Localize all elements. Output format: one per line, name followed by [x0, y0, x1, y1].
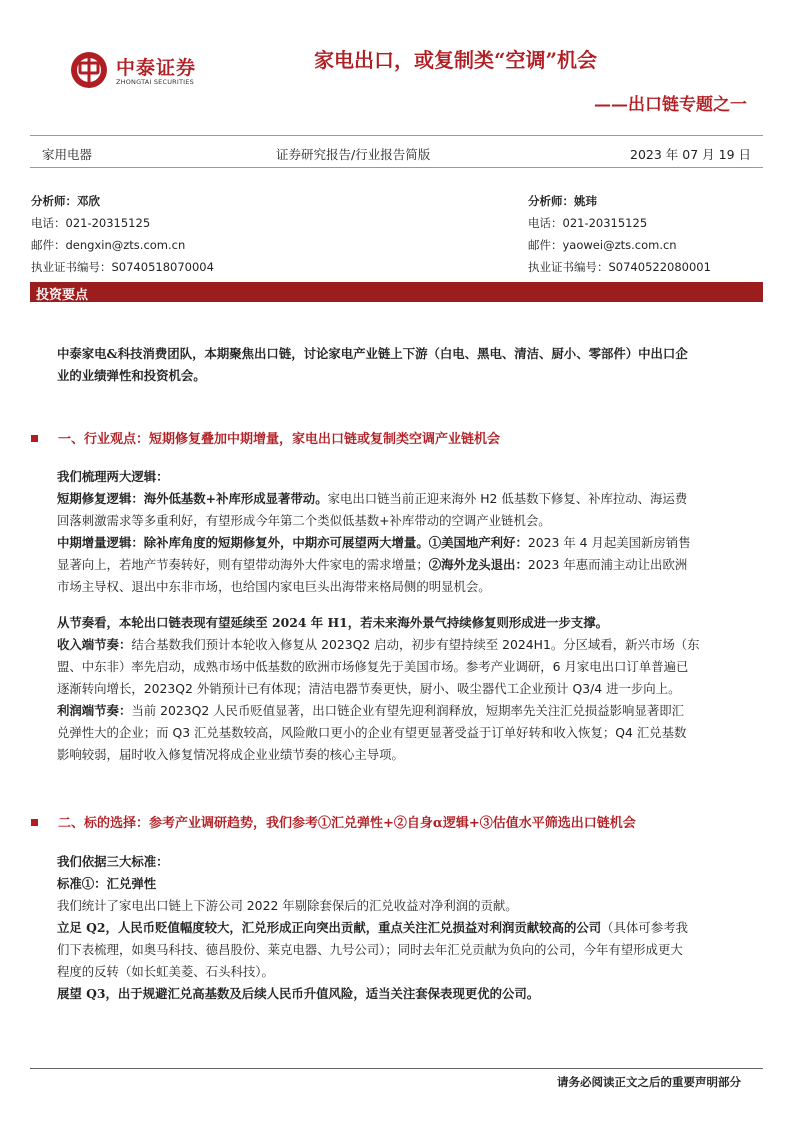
intro-line: 中泰家电&科技消费团队，本期聚焦出口链，讨论家电产业链上下游（白电、黑电、清洁、厨小、零部件）中出口企 [57, 346, 688, 361]
analyst-license: 执业证书编号：S0740518070004 [31, 260, 214, 274]
intro-paragraph [57, 343, 769, 387]
standard-1-label: 标准①：汇兑弹性 [57, 876, 157, 891]
profit-text: 当前 2023Q2 人民币贬值显著，出口链企业有望先迎利润释放，短期率先关注汇兑损益影响显著即汇 [131, 703, 685, 718]
report-subtitle: ——出口链专题之一 [594, 95, 747, 115]
analyst-card [31, 190, 271, 278]
rhythm-lead: 从节奏看，本轮出口链表现有望延续至 2024 年 H1，若未来海外景气持续修复则形成进一步支撑。 [57, 615, 608, 630]
footer-divider [30, 1068, 763, 1069]
q2-text: 程度的反转（如长虹美菱、石头科技）。 [57, 964, 274, 979]
footer-disclaimer: 请务必阅读正文之后的重要声明部分 [557, 1075, 741, 1089]
part1-rhythm [57, 612, 769, 766]
mid-term-text: 市场主导权、退出中东非市场，也给国内家电巨头出海带来格局侧的明显机会。 [57, 579, 491, 594]
bullet-square-icon [31, 819, 38, 826]
mid-term-label: ②海外龙头退出： [428, 557, 528, 572]
zhongtai-logo-icon [70, 51, 108, 89]
analyst-license: 执业证书编号：S0740522080001 [528, 260, 711, 274]
part2-heading-text: 二、标的选择：参考产业调研趋势，我们参考①汇兑弹性+②自身α逻辑+③估值水平筛选出口链机会 [58, 816, 636, 831]
analyst-name: 分析师：姚玮 [528, 194, 597, 208]
q2-text: 们下表梳理，如奥马科技、德昌股份、莱克电器、九号公司）；同时去年汇兑贡献为负向的公司，今年有望形成更大 [57, 942, 683, 957]
analyst-card [528, 190, 768, 278]
mid-term-text: 2023 年惠而浦主动让出欧洲 [527, 557, 688, 572]
profit-label: 利润端节奏： [57, 703, 132, 718]
revenue-text: 盟、中东非）率先启动，成熟市场中低基数的欧洲市场修复先于美国市场。参考产业调研，6 月家电出口订单普遍已 [57, 659, 689, 674]
q2-focus-text: 立足 Q2，人民币贬值幅度较大，汇兑形成正向突出贡献，重点关注汇兑损益对利润贡献较高的公司 [57, 920, 602, 935]
mid-term-label: 中期增量逻辑：除补库角度的短期修复外，中期亦可展望两大增量。①美国地产利好： [57, 535, 528, 550]
header-divider [30, 135, 763, 136]
part2-body [57, 851, 769, 1005]
analyst-phone: 电话：021-20315125 [31, 216, 151, 230]
part2-lead: 我们依据三大标准： [57, 854, 169, 869]
q2-text: （具体可参考我 [601, 920, 688, 935]
header-divider-2 [30, 167, 763, 168]
analyst-email[interactable]: 邮件：yaowei@zts.com.cn [528, 238, 677, 252]
part2-heading [31, 812, 636, 831]
mid-term-text: 2023 年 4 月起美国新房销售 [527, 535, 691, 550]
part1-heading [31, 428, 500, 447]
revenue-label: 收入端节奏： [57, 637, 132, 652]
part1-body [57, 466, 769, 598]
section-title: 投资要点 [36, 288, 89, 303]
report-date: 2023 年 07 月 19 日 [630, 147, 751, 162]
analyst-phone: 电话：021-20315125 [528, 216, 648, 230]
mid-term-text: 显著向上，若地产节奏转好，则有望带动海外大件家电的需求增量； [57, 557, 429, 572]
revenue-text: 逐渐转向增长，2023Q2 外销预计已有体现；清洁电器节奏更快，厨小、吸尘器代工企业预计 Q3/4 进一步向上。 [57, 681, 681, 696]
short-term-label: 短期修复逻辑：海外低基数+补库形成显著带动。 [57, 491, 328, 506]
brand-logo [66, 45, 226, 93]
short-term-text: 回落刺激需求等多重利好，有望形成今年第二个类似低基数+补库带动的空调产业链机会。 [57, 513, 551, 528]
industry-label: 家用电器 [42, 147, 93, 162]
standard-1-text: 我们统计了家电出口链上下游公司 2022 年剔除套保后的汇兑收益对净利润的贡献。 [57, 898, 518, 913]
analyst-name: 分析师：邓欣 [31, 194, 100, 208]
part1-lead: 我们梳理两大逻辑： [57, 469, 169, 484]
part1-heading-text: 一、行业观点：短期修复叠加中期增量，家电出口链或复制类空调产业链机会 [58, 432, 501, 447]
report-title: 家电出口，或复制类“空调”机会 [314, 48, 598, 72]
analyst-email[interactable]: 邮件：dengxin@zts.com.cn [31, 238, 186, 252]
section-header-bar [30, 282, 763, 302]
q3-outlook-text: 展望 Q3，出于规避汇兑高基数及后续人民币升值风险，适当关注套保表现更优的公司。 [57, 986, 540, 1001]
bullet-square-icon [31, 435, 38, 442]
brand-name-en: ZHONGTAI SECURITIES [116, 78, 194, 86]
short-term-text: 家电出口链当前正迎来海外 H2 低基数下修复、补库拉动、海运费 [327, 491, 688, 506]
brand-name-cn: 中泰证券 [116, 57, 197, 79]
report-type: 证券研究报告/行业报告简版 [276, 147, 431, 162]
intro-line: 业的业绩弹性和投资机会。 [57, 368, 206, 383]
profit-text: 影响较弱，届时收入修复情况将成企业业绩节奏的核心主导项。 [57, 747, 404, 762]
profit-text: 兑弹性大的企业；而 Q3 汇兑基数较高，风险敞口更小的企业有望更显著受益于订单好转和收入恢复；Q4 汇兑基数 [57, 725, 687, 740]
revenue-text: 结合基数我们预计本轮收入修复从 2023Q2 启动，初步有望持续至 2024H1。分区域看，新兴市场（东 [131, 637, 700, 652]
